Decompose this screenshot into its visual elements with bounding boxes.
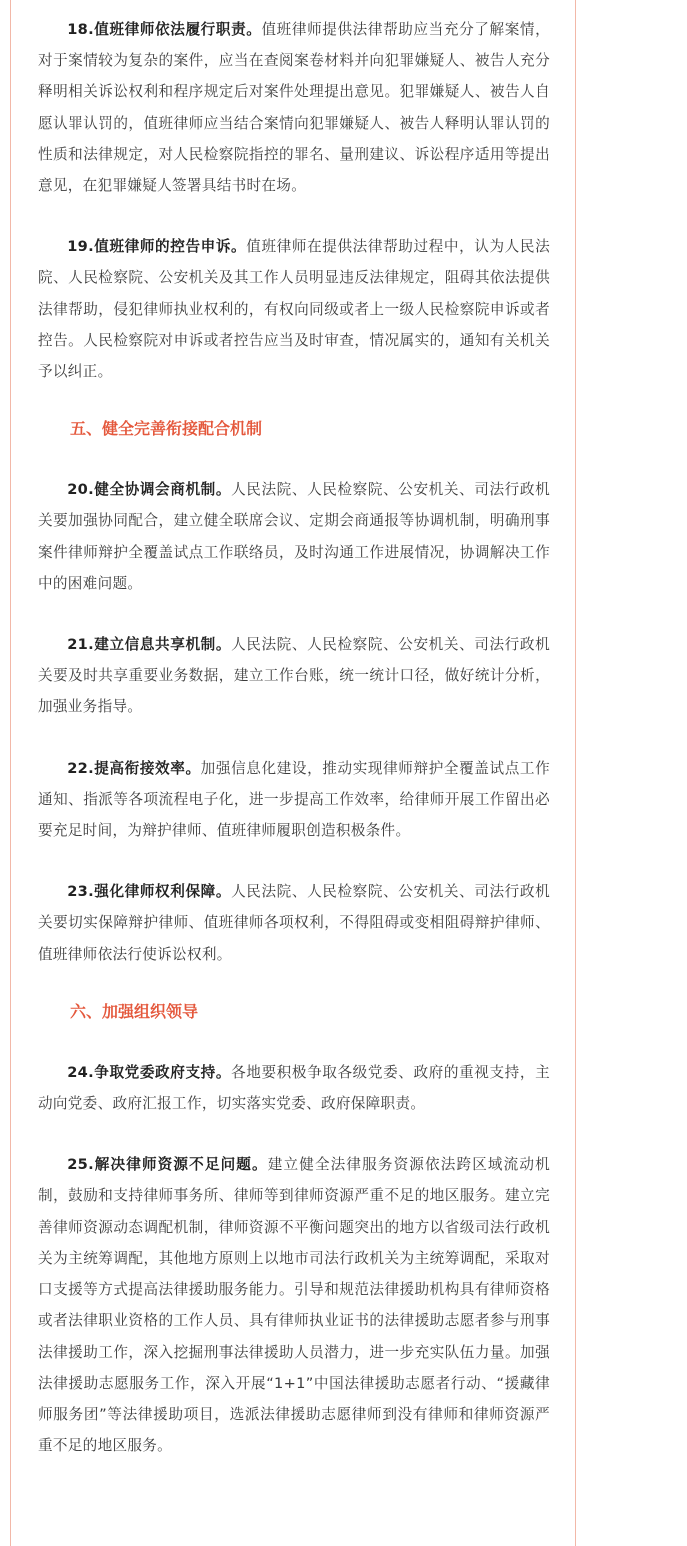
article-21 bbox=[38, 629, 550, 723]
article-25 bbox=[38, 1149, 550, 1461]
article-19-text: 值班律师在提供法律帮助过程中，认为人民法院、人民检察院、公安机关及其工作人员明显违反法律规定，阻碍其依法提供法律帮助，侵犯律师执业权利的，有权向同级或者上一级人民检察院申诉或者控告。人民检察院对申诉或者控告应当及时审查，情况属实的，通知有关机关予以纠正。 bbox=[38, 238, 550, 381]
article-22-text: 加强信息化建设，推动实现律师辩护全覆盖试点工作通知、指派等各项流程电子化，进一步提高工作效率，给律师开展工作留出必要充足时间，为辩护律师、值班律师履职创造积极条件。 bbox=[38, 759, 551, 840]
article-22 bbox=[38, 753, 550, 847]
article-25-text: 建立健全法律服务资源依法跨区域流动机制，鼓励和支持律师事务所、律师等到律师资源严重不足的地区服务。建立完善律师资源动态调配机制，律师资源不平衡问题突出的地方以省级司法行政机关为主统筹调配，其他地方原则上以地市司法行政机关为主统筹调配，采取对口支援等方式提高法律援助服务能力。引导和规范法律援助机构具有律师资格或者法律职业资格的工作人员、具有律师执业证书的法律援助志愿者参与刑事法律援助工作，深入挖掘刑事法律援助人员潜力，进一步充实队伍力量。加强法律援助志愿服务工作，深入开展“1+1”中国法律援助志愿者行动、“援藏律师服务团”等法律援助项目，选派法律援助志愿律师到没有律师和律师资源严重不足的地区服务。 bbox=[38, 1156, 550, 1455]
article-23 bbox=[38, 876, 550, 970]
article-24 bbox=[38, 1057, 550, 1119]
article-20-lead: 20.健全协调会商机制。 bbox=[67, 481, 232, 499]
article-18-lead: 18.值班律师依法履行职责。 bbox=[67, 21, 262, 38]
article-23-lead: 23.强化律师权利保障。 bbox=[67, 883, 232, 901]
article-23-text: 人民法院、人民检察院、公安机关、司法行政机关要切实保障辩护律师、值班律师各项权利，不得阻碍或变相阻碍辩护律师、值班律师依法行使诉讼权利。 bbox=[38, 883, 550, 963]
article-21-text: 人民法院、人民检察院、公安机关、司法行政机关要及时共享重要业务数据，建立工作台账，统一统计口径，做好统计分析，加强业务指导。 bbox=[38, 636, 550, 716]
article-24-text: 各地要积极争取各级党委、政府的重视支持，主动向党委、政府汇报工作，切实落实党委、政府保障职责。 bbox=[38, 1063, 550, 1113]
article-25-lead: 25.解决律师资源不足问题。 bbox=[67, 1156, 268, 1174]
article-18-text: 值班律师提供法律帮助应当充分了解案情，对于案情较为复杂的案件，应当在查阅案卷材料并向犯罪嫌疑人、被告人充分释明相关诉讼权利和程序规定后对案件处理提出意见。犯罪嫌疑人、被告人自愿认罪认罚的，值班律师应当结合案情向犯罪嫌疑人、被告人释明认罪认罚的性质和法律规定，对人民检察院指控的罪名、量刑建议、诉讼程序适用等提出意见，在犯罪嫌疑人签署具结书时在场。 bbox=[38, 21, 550, 195]
section-5-heading: 五、健全完善衔接配合机制 bbox=[70, 419, 263, 439]
article-19-lead: 19.值班律师的控告申诉。 bbox=[67, 238, 247, 256]
article-22-lead: 22.提高衔接效率。 bbox=[67, 759, 201, 777]
article-20-text: 人民法院、人民检察院、公安机关、司法行政机关要加强协同配合，建立健全联席会议、定期会商通报等协调机制，明确刑事案件律师辩护全覆盖试点工作联络员，及时沟通工作进展情况，协调解决工作中的困难问题。 bbox=[38, 481, 550, 592]
article-18 bbox=[38, 14, 550, 201]
section-6-heading: 六、加强组织领导 bbox=[70, 1001, 199, 1021]
article-19 bbox=[38, 231, 550, 387]
article-20 bbox=[38, 474, 550, 599]
article-body bbox=[38, 14, 550, 1461]
article-24-lead: 24.争取党委政府支持。 bbox=[67, 1063, 232, 1081]
article-21-lead: 21.建立信息共享机制。 bbox=[67, 636, 232, 654]
